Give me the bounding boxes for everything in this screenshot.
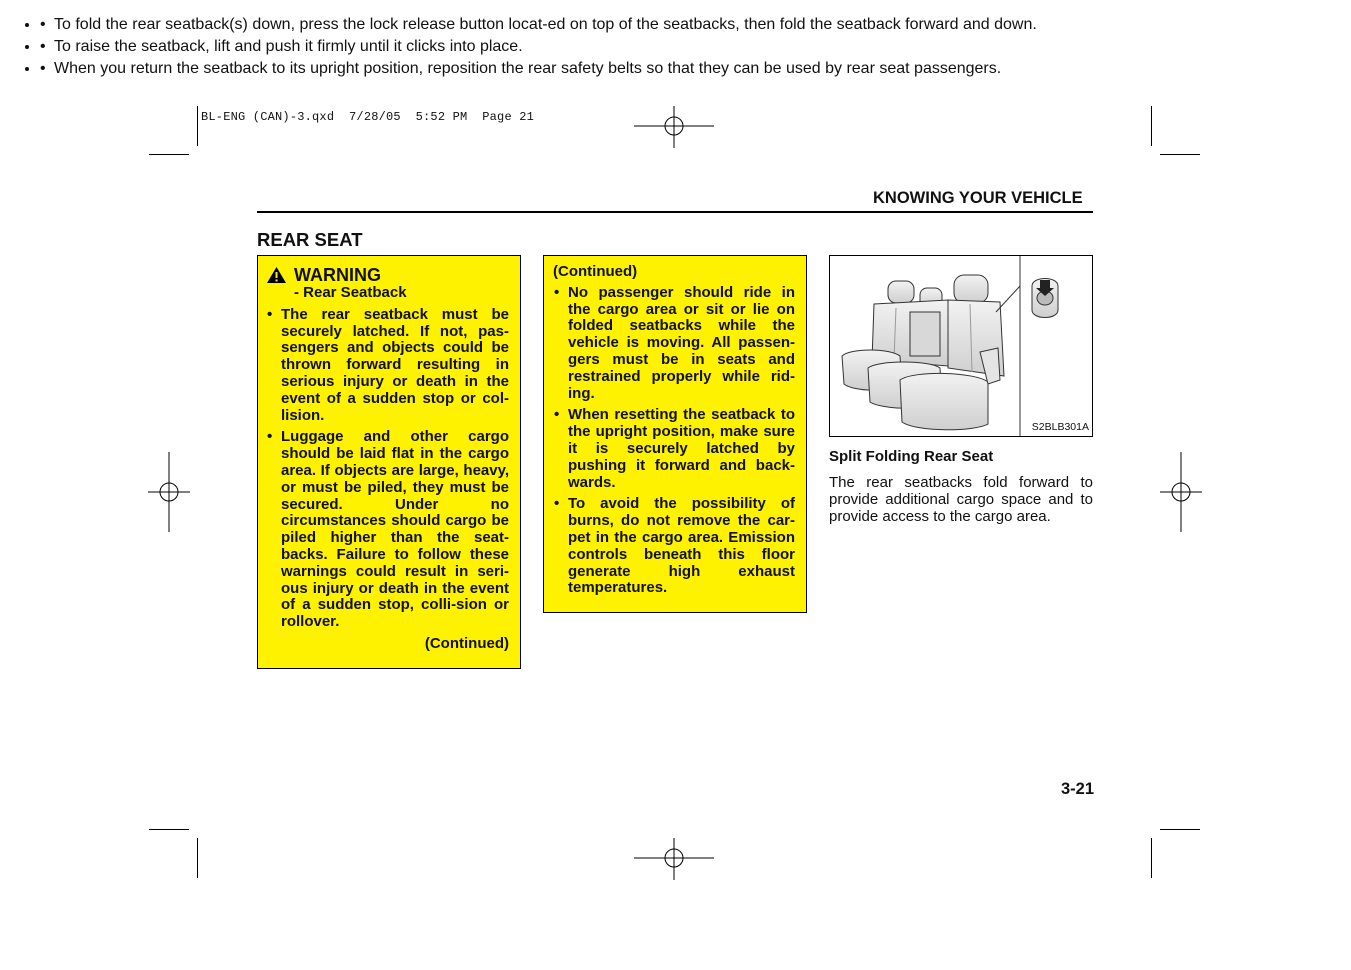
registration-mark-left-icon [148, 452, 190, 532]
list-item: • • To fold the rear seatback(s) down, press the lock release button locat-ed on top of the seatbacks, then fold the seatback forward and down. [40, 16, 1351, 34]
warning-list [266, 307, 509, 631]
split-folding-heading: Split Folding Rear Seat [829, 448, 994, 465]
warning-triangle-icon [266, 266, 287, 284]
list-item: • The rear seatback must be securely latched. If not, pas-sengers and objects could be thrown forward resulting in serious injury or death in the event of a sudden stop or col-lision. [266, 307, 509, 425]
warning-subheading: - Rear Seatback [294, 284, 407, 301]
warning-continued-list [553, 285, 795, 597]
section-header: KNOWING YOUR VEHICLE [873, 189, 1083, 207]
list-item: • • To raise the seatback, lift and push it firmly until it clicks into place. [40, 38, 1351, 56]
warning-box [257, 255, 521, 669]
list-item: • To avoid the possibility of burns, do not remove the car-pet in the cargo area. Emission controls beneath this floor generate high exhaust temperatures. [553, 496, 795, 597]
continued-label: (Continued) [424, 634, 509, 652]
page-title: REAR SEAT [257, 229, 363, 250]
print-slug: BL-ENG (CAN)-3.qxd 7/28/05 5:52 PM Page 21 [201, 110, 535, 124]
registration-mark-right-icon [1160, 452, 1202, 532]
list-item: • Luggage and other cargo should be laid flat in the cargo area. If objects are large, heavy, or must be piled, they must be secured. Under no circumstances should cargo be piled higher than the seat-backs. Failure to follow these warnings could result in seri-ous injury or death in the event of a sudden stop, colli-sion or rollover. [266, 429, 509, 631]
registration-mark-bottom-icon [634, 838, 714, 880]
list-item: • When resetting the seatback to the upright position, make sure it is securely latched by pushing it forward and back-wards. [553, 407, 795, 491]
rear-seat-illustration [830, 256, 1092, 436]
split-folding-list [0, 16, 1351, 78]
page-number: 3-21 [1061, 780, 1095, 798]
rear-seat-figure [829, 255, 1093, 437]
figure-code: S2BLB301A [1031, 421, 1089, 433]
continued-label: (Continued) [553, 263, 638, 280]
list-item: • No passenger should ride in the cargo area or sit or lie on folded seatbacks while the vehicle is moving. All passen-gers must be in seats and restrained properly while rid-ing. [553, 285, 795, 403]
split-folding-intro: The rear seatbacks fold forward to provide additional cargo space and to provide access to the cargo area. [829, 474, 1093, 525]
header-rule [257, 211, 1093, 213]
warning-continued-box [543, 255, 807, 613]
warning-heading: WARNING [266, 266, 509, 284]
list-item: • • When you return the seatback to its upright position, reposition the rear safety belts so that they can be used by rear seat passengers. [40, 60, 1351, 78]
registration-mark-top-icon [634, 106, 714, 148]
